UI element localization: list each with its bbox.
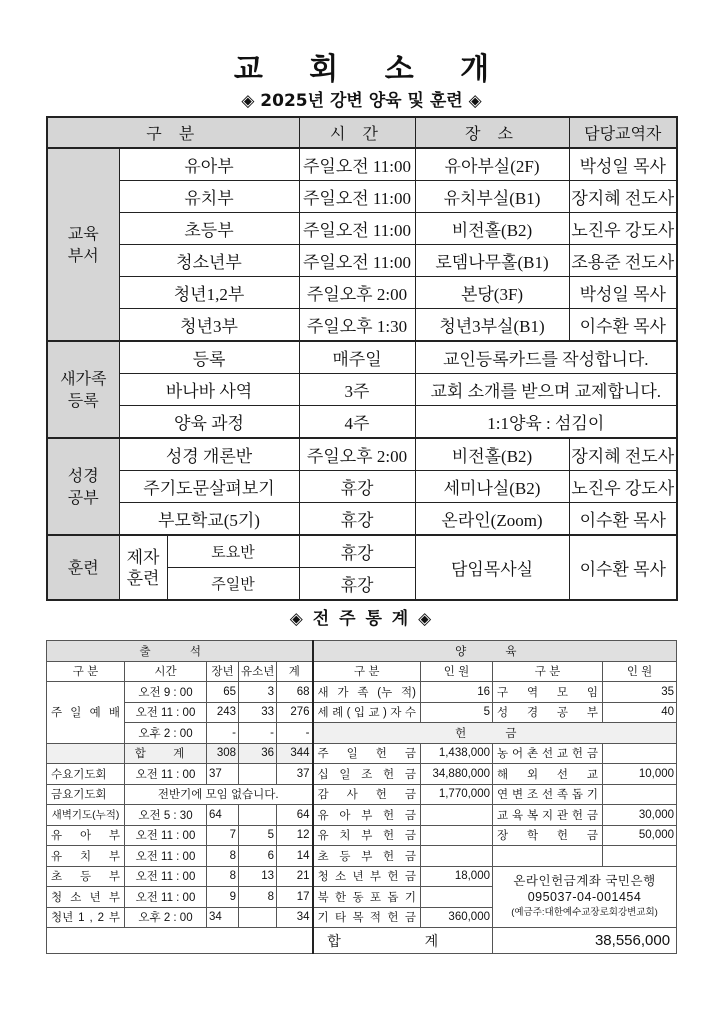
dept-time: 주일오전 11:00 <box>299 245 415 277</box>
table-row <box>47 846 677 867</box>
education-schedule-table <box>46 116 678 601</box>
header-time: 시 간 <box>299 117 415 148</box>
dept-name: 유아부 <box>119 148 299 181</box>
page-title: 교 회 소 개 <box>233 52 508 87</box>
service-category: 초 등 부 <box>47 866 125 887</box>
group-education <box>47 148 119 341</box>
adult-count: 37 <box>207 764 239 785</box>
col-nurture-count2: 인 원 <box>603 661 677 682</box>
dept-name: 청소년부 <box>119 245 299 277</box>
dept-time: 주일오전 11:00 <box>299 181 415 213</box>
dept-name: 유치부 <box>119 181 299 213</box>
table-row <box>47 764 677 785</box>
offering-amount <box>421 887 493 908</box>
offering-category: 주 일 헌 금 <box>313 743 421 764</box>
program-name: 등록 <box>119 341 299 374</box>
youth-count: 33 <box>239 702 277 723</box>
subgroup-label: 제자 훈련 <box>126 547 160 588</box>
header-staff: 담당교역자 <box>569 117 677 148</box>
empty-cell <box>47 928 313 954</box>
dept-place: 로뎀나무홀(B1) <box>415 245 569 277</box>
table-row <box>47 341 677 374</box>
table-row <box>47 723 677 744</box>
program-time: 매주일 <box>299 341 415 374</box>
adult-count: 64 <box>207 805 239 826</box>
service-time: 오전 11 : 00 <box>125 846 207 867</box>
header-category: 구 분 <box>47 117 299 148</box>
header-place: 장 소 <box>415 117 569 148</box>
adult-count: 7 <box>207 825 239 846</box>
table-row <box>47 438 677 471</box>
service-time: 오전 11 : 00 <box>125 702 207 723</box>
dept-staff: 이수환 목사 <box>569 309 677 342</box>
sum-count: 68 <box>277 682 313 703</box>
nurture-count: 16 <box>421 682 493 703</box>
service-category: 유 아 부 <box>47 825 125 846</box>
table-row <box>47 309 677 342</box>
class-name: 토요반 <box>167 535 299 568</box>
dept-place: 유아부실(2F) <box>415 148 569 181</box>
course-place: 세미나실(B2) <box>415 471 569 503</box>
offering-amount <box>603 846 677 867</box>
youth-count: 6 <box>239 846 277 867</box>
online-offering-account <box>493 866 677 928</box>
col-time: 시간 <box>125 661 207 682</box>
offering-category: 기 타 목 적 헌 금 <box>313 907 421 928</box>
bank-name: 온라인헌금계좌 국민은행 <box>513 873 656 888</box>
sum-count: 34 <box>277 907 313 928</box>
program-note: 교회 소개를 받으며 교제합니다. <box>415 374 677 406</box>
table-row <box>47 471 677 503</box>
adult-count: 65 <box>207 682 239 703</box>
program-name: 바나바 사역 <box>119 374 299 406</box>
grand-total-value: 38,556,000 <box>493 928 677 954</box>
offering-category: 유 치 부 헌 금 <box>313 825 421 846</box>
offering-category: 농 어 촌 선 교 헌 금 <box>493 743 603 764</box>
offering-amount: 34,880,000 <box>421 764 493 785</box>
table-row <box>47 866 677 887</box>
sunday-service-label: 주 일 예 배 <box>47 682 125 744</box>
service-category: 청년 1 , 2 부 <box>47 907 125 928</box>
offering-category: 해 외 선 교 <box>493 764 603 785</box>
dept-place: 본당(3F) <box>415 277 569 309</box>
nurture-header: 양 육 <box>313 641 677 662</box>
youth-count: 13 <box>239 866 277 887</box>
group-training: 훈련 <box>47 535 119 600</box>
sum-total: 344 <box>277 743 313 764</box>
dept-name: 청년3부 <box>119 309 299 342</box>
offering-amount: 30,000 <box>603 805 677 826</box>
youth-count <box>239 805 277 826</box>
nurture-category: 구 역 모 임 <box>493 682 603 703</box>
offering-amount: 10,000 <box>603 764 677 785</box>
table-row <box>47 825 677 846</box>
group-label: 교육 부서 <box>67 223 99 265</box>
group-bible <box>47 438 119 535</box>
table-row <box>47 213 677 245</box>
offering-header: 헌 금 <box>313 723 677 744</box>
dept-place: 비전홀(B2) <box>415 213 569 245</box>
col-youth: 유소년 <box>239 661 277 682</box>
program-time: 4주 <box>299 406 415 439</box>
course-name: 주기도문살펴보기 <box>119 471 299 503</box>
offering-amount <box>603 784 677 805</box>
adult-count: - <box>207 723 239 744</box>
offering-category: 초 등 부 헌 금 <box>313 846 421 867</box>
offering-category: 연 변 조 선 족 돕 기 <box>493 784 603 805</box>
table-row <box>47 784 677 805</box>
group-newfamily <box>47 341 119 438</box>
table-row <box>47 805 677 826</box>
col-nurture-category2: 구 분 <box>493 661 603 682</box>
youth-count: 5 <box>239 825 277 846</box>
offering-category <box>493 846 603 867</box>
adult-count: 8 <box>207 846 239 867</box>
offering-amount: 50,000 <box>603 825 677 846</box>
stats-title: ◈ 전 주 통 계 ◈ <box>289 609 434 629</box>
course-staff: 장지혜 전도사 <box>569 438 677 471</box>
table-row <box>47 743 677 764</box>
group-label: 새가족 등록 <box>60 368 107 410</box>
bank-account-number: 095037-04-001454 <box>527 889 642 904</box>
dept-time: 주일오전 11:00 <box>299 148 415 181</box>
dept-staff: 노진우 강도사 <box>569 213 677 245</box>
offering-amount <box>421 846 493 867</box>
service-time: 오전 11 : 00 <box>125 825 207 846</box>
grand-total-label: 합 계 <box>313 928 493 954</box>
offering-amount <box>421 825 493 846</box>
program-note: 교인등록카드를 작성합니다. <box>415 341 677 374</box>
sum-count: 37 <box>277 764 313 785</box>
dept-time: 주일오전 11:00 <box>299 213 415 245</box>
youth-total: 36 <box>239 743 277 764</box>
sum-count: 12 <box>277 825 313 846</box>
program-note: 1:1양육 : 섬김이 <box>415 406 677 439</box>
service-time: 오후 2 : 00 <box>125 907 207 928</box>
col-sum: 계 <box>277 661 313 682</box>
course-time: 휴강 <box>299 503 415 536</box>
table-row <box>47 277 677 309</box>
dept-staff: 조용준 전도사 <box>569 245 677 277</box>
youth-count: 3 <box>239 682 277 703</box>
youth-count: - <box>239 723 277 744</box>
adult-count: 34 <box>207 907 239 928</box>
service-category: 금요기도회 <box>47 784 125 805</box>
offering-category: 십 일 조 헌 금 <box>313 764 421 785</box>
program-name: 양육 과정 <box>119 406 299 439</box>
offering-category: 감 사 헌 금 <box>313 784 421 805</box>
sum-count: 14 <box>277 846 313 867</box>
youth-count: 8 <box>239 887 277 908</box>
service-category: 청 소 년 부 <box>47 887 125 908</box>
adult-count: 9 <box>207 887 239 908</box>
dept-place: 청년3부실(B1) <box>415 309 569 342</box>
youth-count <box>239 764 277 785</box>
col-nurture-count: 인 원 <box>421 661 493 682</box>
nurture-category: 새 가 족 (누 적) <box>313 682 421 703</box>
program-time: 3주 <box>299 374 415 406</box>
page-subtitle: ◈ 2025년 강변 양육 및 훈련 ◈ <box>241 91 482 111</box>
table-row <box>47 245 677 277</box>
training-subgroup <box>119 535 167 600</box>
dept-staff: 박성일 목사 <box>569 148 677 181</box>
course-time: 휴강 <box>299 471 415 503</box>
dept-name: 청년1,2부 <box>119 277 299 309</box>
dept-time: 주일오후 2:00 <box>299 277 415 309</box>
course-place: 온라인(Zoom) <box>415 503 569 536</box>
adult-count: 243 <box>207 702 239 723</box>
course-name: 부모학교(5기) <box>119 503 299 536</box>
weekly-stats-table <box>46 640 677 954</box>
class-name: 주일반 <box>167 568 299 601</box>
col-adult: 장년 <box>207 661 239 682</box>
service-time: 오전 9 : 00 <box>125 682 207 703</box>
table-row <box>47 682 677 703</box>
dept-name: 초등부 <box>119 213 299 245</box>
grand-total-row <box>47 928 677 954</box>
table-row <box>47 503 677 536</box>
course-staff: 이수환 목사 <box>569 503 677 536</box>
stats-section-header <box>47 641 677 662</box>
attendance-header: 출 석 <box>47 641 313 662</box>
offering-category: 청 소 년 부 헌 금 <box>313 866 421 887</box>
course-name: 성경 개론반 <box>119 438 299 471</box>
stats-column-header <box>47 661 677 682</box>
offering-amount <box>603 743 677 764</box>
class-time: 휴강 <box>299 535 415 568</box>
bank-account-holder: (예금주:대한예수교장로회강변교회) <box>511 906 658 918</box>
service-category: 유 치 부 <box>47 846 125 867</box>
course-place: 비전홀(B2) <box>415 438 569 471</box>
service-time: 오전 11 : 00 <box>125 866 207 887</box>
dept-place: 유치부실(B1) <box>415 181 569 213</box>
col-nurture-category: 구 분 <box>313 661 421 682</box>
course-time: 주일오후 2:00 <box>299 438 415 471</box>
sum-count: 17 <box>277 887 313 908</box>
table-header-row <box>47 117 677 148</box>
offering-amount: 1,438,000 <box>421 743 493 764</box>
table-row <box>47 535 677 568</box>
table-row <box>47 702 677 723</box>
offering-amount: 360,000 <box>421 907 493 928</box>
service-time: 오전 11 : 00 <box>125 887 207 908</box>
table-row <box>47 148 677 181</box>
nurture-category: 세 례 ( 입 교 ) 자 수 <box>313 702 421 723</box>
dept-staff: 박성일 목사 <box>569 277 677 309</box>
sum-count: 21 <box>277 866 313 887</box>
sum-count: 276 <box>277 702 313 723</box>
course-staff: 노진우 강도사 <box>569 471 677 503</box>
service-time: 오전 11 : 00 <box>125 764 207 785</box>
table-row <box>47 181 677 213</box>
offering-category: 교 육 복 지 관 헌 금 <box>493 805 603 826</box>
empty-cell <box>47 743 125 764</box>
class-time: 휴강 <box>299 568 415 601</box>
adult-count: 8 <box>207 866 239 887</box>
table-row <box>47 406 677 439</box>
table-row <box>47 374 677 406</box>
adult-total: 308 <box>207 743 239 764</box>
youth-count <box>239 907 277 928</box>
training-place: 담임목사실 <box>415 535 569 600</box>
service-category: 수요기도회 <box>47 764 125 785</box>
group-label: 성경 공부 <box>67 465 99 507</box>
dept-staff: 장지혜 전도사 <box>569 181 677 213</box>
service-category: 새벽기도(누적) <box>47 805 125 826</box>
sum-count: - <box>277 723 313 744</box>
offering-amount: 1,770,000 <box>421 784 493 805</box>
nurture-count: 40 <box>603 702 677 723</box>
sum-count: 64 <box>277 805 313 826</box>
col-category: 구 분 <box>47 661 125 682</box>
offering-category: 북 한 동 포 돕 기 <box>313 887 421 908</box>
offering-category: 유 아 부 헌 금 <box>313 805 421 826</box>
service-time: 오전 5 : 30 <box>125 805 207 826</box>
service-time: 오후 2 : 00 <box>125 723 207 744</box>
sunday-total-label: 합 계 <box>125 743 207 764</box>
offering-amount: 18,000 <box>421 866 493 887</box>
nurture-category: 성 경 공 부 <box>493 702 603 723</box>
nurture-count: 35 <box>603 682 677 703</box>
offering-category: 장 학 헌 금 <box>493 825 603 846</box>
training-staff: 이수환 목사 <box>569 535 677 600</box>
nurture-count: 5 <box>421 702 493 723</box>
service-note: 전반기에 모임 없습니다. <box>125 784 313 805</box>
offering-amount <box>421 805 493 826</box>
dept-time: 주일오후 1:30 <box>299 309 415 342</box>
